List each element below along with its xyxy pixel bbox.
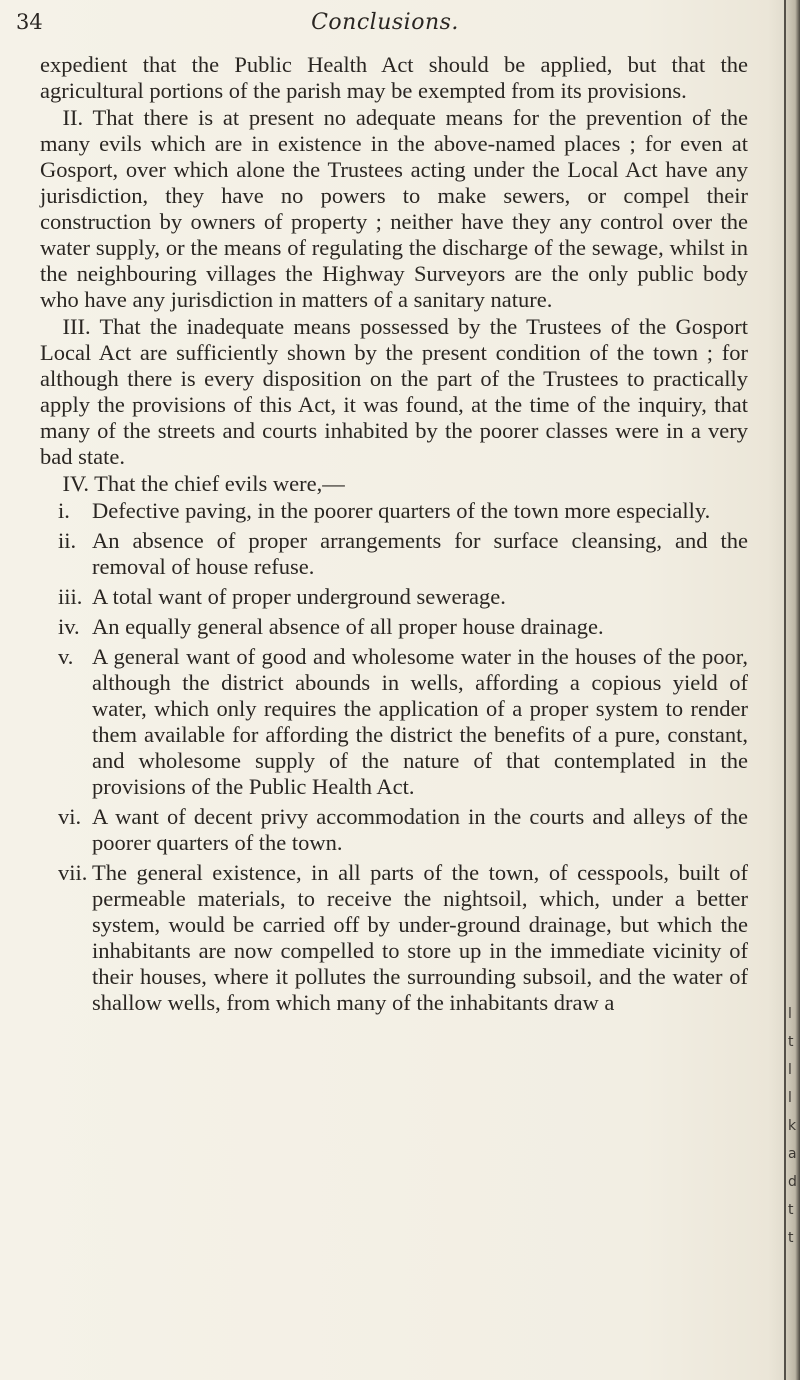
list-number: iii. xyxy=(58,584,83,609)
list-item xyxy=(40,498,748,524)
page-header xyxy=(0,10,770,40)
list-number: vii. xyxy=(58,860,88,885)
margin-glyph: t xyxy=(788,1034,794,1050)
margin-glyph: l xyxy=(788,1062,792,1078)
margin-glyph: l xyxy=(788,1090,792,1106)
list-item xyxy=(40,644,748,800)
list-number: iv. xyxy=(58,614,80,639)
margin-glyph: t xyxy=(788,1230,794,1246)
body-text xyxy=(40,52,748,1020)
margin-glyph: t xyxy=(788,1202,794,1218)
list-text: An absence of proper arrangements for surface cleansing, and the removal of house refuse. xyxy=(92,528,748,579)
facing-page-fragments xyxy=(788,1000,800,1252)
list-text: A want of decent privy accommodation in the courts and alleys of the poorer quarters of the town. xyxy=(92,804,748,855)
list-item xyxy=(40,804,748,856)
list-text: Defective paving, in the poorer quarters of the town more especially. xyxy=(92,498,711,523)
list-item xyxy=(40,860,748,1016)
paragraph: III. That the inadequate means possessed by the Trustees of the Gosport Local Act are sufficiently shown by the present condition of the town ; for although there is every disposition on the part of the Trustees to practically apply the provisions of this Act, it was found, at the time of the inquiry, that many of the streets and courts inhabited by the poorer classes were in a very bad state. xyxy=(40,314,748,469)
margin-glyph: a xyxy=(788,1146,797,1162)
list-text: An equally general absence of all proper house drainage. xyxy=(92,614,604,639)
paragraph: IV. That the chief evils were,— xyxy=(62,471,345,496)
list-number: i. xyxy=(58,498,70,523)
evils-list xyxy=(40,498,748,1016)
list-item xyxy=(40,614,748,640)
list-number: vi. xyxy=(58,804,82,829)
list-number: v. xyxy=(58,644,74,669)
gutter-line xyxy=(784,0,786,1380)
page-number: 34 xyxy=(16,10,43,34)
paragraph: expedient that the Public Health Act should be applied, but that the agricultural portions of the parish may be exempted from its provisions. xyxy=(40,52,748,103)
running-head: Conclusions. xyxy=(311,10,459,35)
list-item xyxy=(40,528,748,580)
margin-glyph: k xyxy=(788,1118,797,1134)
paragraph: II. That there is at present no adequate means for the prevention of the many evils which are in existence in the above-named places ; for even at Gosport, over which alone the Trustees acting under the Local Act have any jurisdiction, they have no powers to make sewers, or compel their construction by owners of property ; neither have they any control over the water supply, or the means of regulating the discharge of the sewage, whilst in the neighbouring villages the Highway Surveyors are the only public body who have any jurisdiction in matters of a sanitary nature. xyxy=(40,105,748,312)
list-text: The general existence, in all parts of the town, of cesspools, built of permeable materials, to receive the nightsoil, which, under a better system, would be carried off by under-ground drainage, but which the inhabitants are now compelled to store up in the immediate vicinity of their houses, where it pollutes the surrounding subsoil, and the water of shallow wells, from which many of the inhabitants draw a xyxy=(92,860,748,1015)
list-number: ii. xyxy=(58,528,77,553)
list-text: A general want of good and wholesome water in the houses of the poor, although the district abounds in wells, affording a copious yield of water, which only requires the application of a proper system to render them available for affording the district the benefits of a pure, constant, and wholesome supply of the nature of that contemplated in the provisions of the Public Health Act. xyxy=(92,644,748,799)
list-text: A total want of proper underground sewerage. xyxy=(92,584,506,609)
margin-glyph: d xyxy=(788,1174,797,1190)
margin-glyph: l xyxy=(788,1006,792,1022)
list-item xyxy=(40,584,748,610)
